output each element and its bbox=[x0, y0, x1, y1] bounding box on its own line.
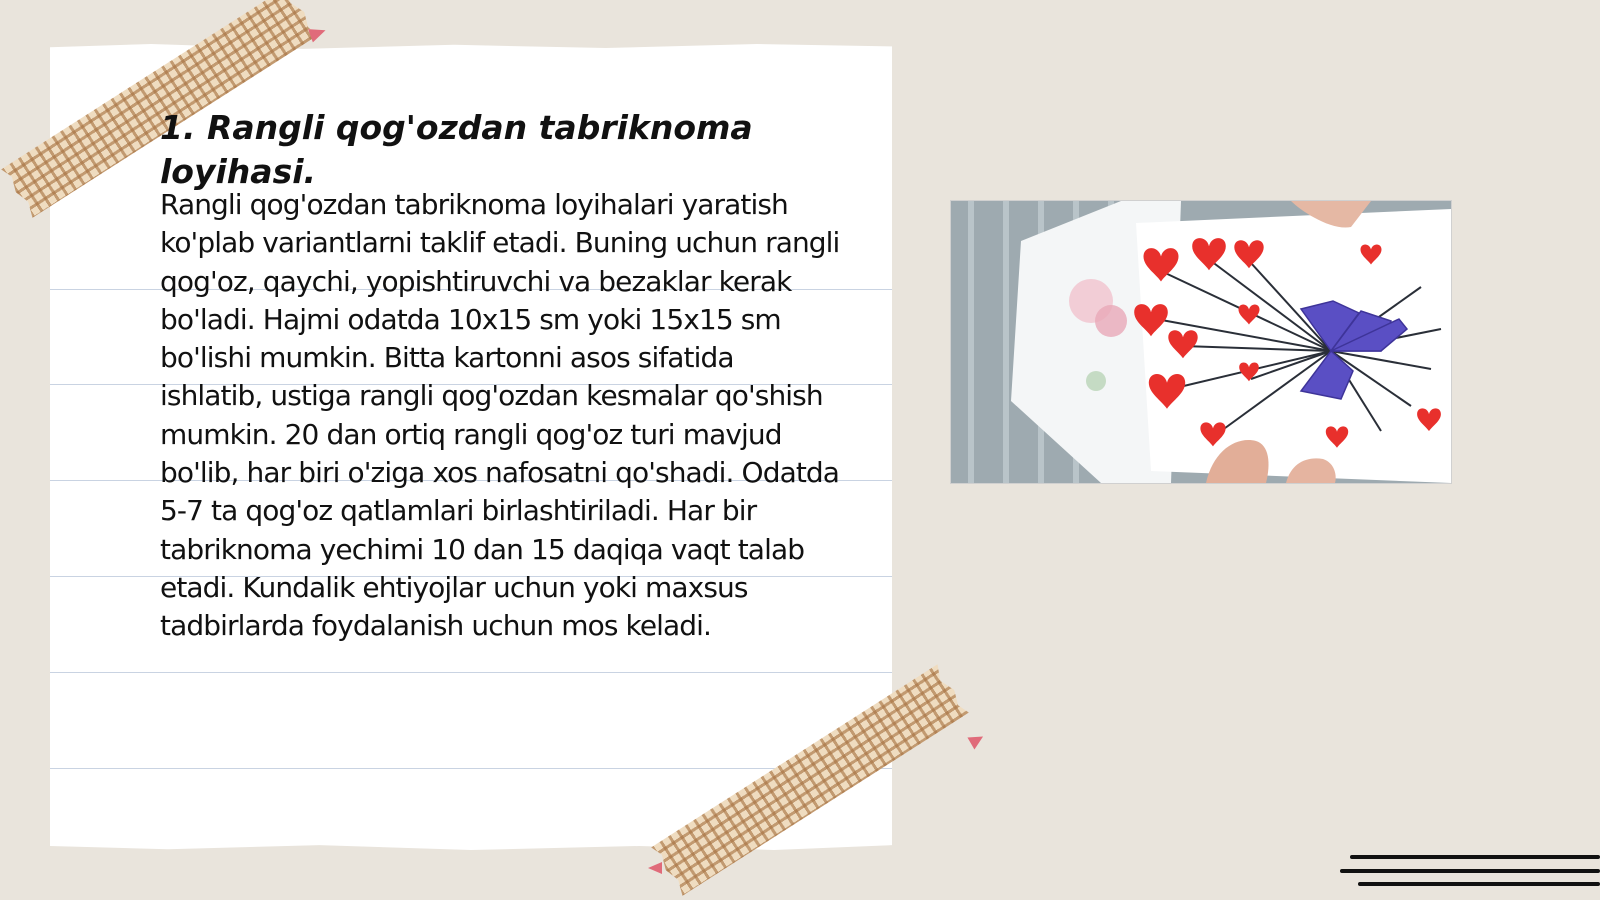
brush-stroke-lines bbox=[1340, 845, 1600, 895]
tape-tab-pink bbox=[648, 862, 662, 874]
slide-title: 1. Rangli qog'ozdan tabriknoma loyihasi. bbox=[160, 108, 753, 191]
paper-heart-bouquet-card-photo bbox=[951, 201, 1451, 483]
paper-rule-line bbox=[50, 768, 892, 769]
tape-tab-pink bbox=[967, 730, 986, 749]
slide-body-text: Rangli qog'ozdan tabriknoma loyihalari yaratish ko'plab variantlarni taklif etadi. Buning uchun rangli qog'oz, qaychi, yopishtiruvchi va bezaklar kerak bo'ladi. Hajmi odatda 10x15 sm yoki 15x15 sm bo'lishi mumkin. Bitta kartonni asos sifatida ishlatib, ustiga rangli qog'ozdan kesmalar qo'shish mumkin. 20 dan ortiq rangli qog'oz turi mavjud bo'lib, har biri o'ziga xos nafosatni qo'shadi. Odatda 5-7 ta qog'oz qatlamlari birlashtiriladi. Har bir tabriknoma yechimi 10 dan 15 daqiqa vaqt talab etadi. Kundalik ehtiyojlar uchun yoki maxsus tadbirlarda foydalanish uchun mos keladi. bbox=[160, 188, 840, 643]
brush-stroke bbox=[1358, 882, 1600, 886]
brush-stroke bbox=[1350, 855, 1600, 859]
tape-tab-pink bbox=[308, 24, 328, 43]
brush-stroke bbox=[1340, 869, 1600, 873]
greeting-card-photo bbox=[950, 200, 1452, 484]
paper-rule-line bbox=[50, 672, 892, 673]
